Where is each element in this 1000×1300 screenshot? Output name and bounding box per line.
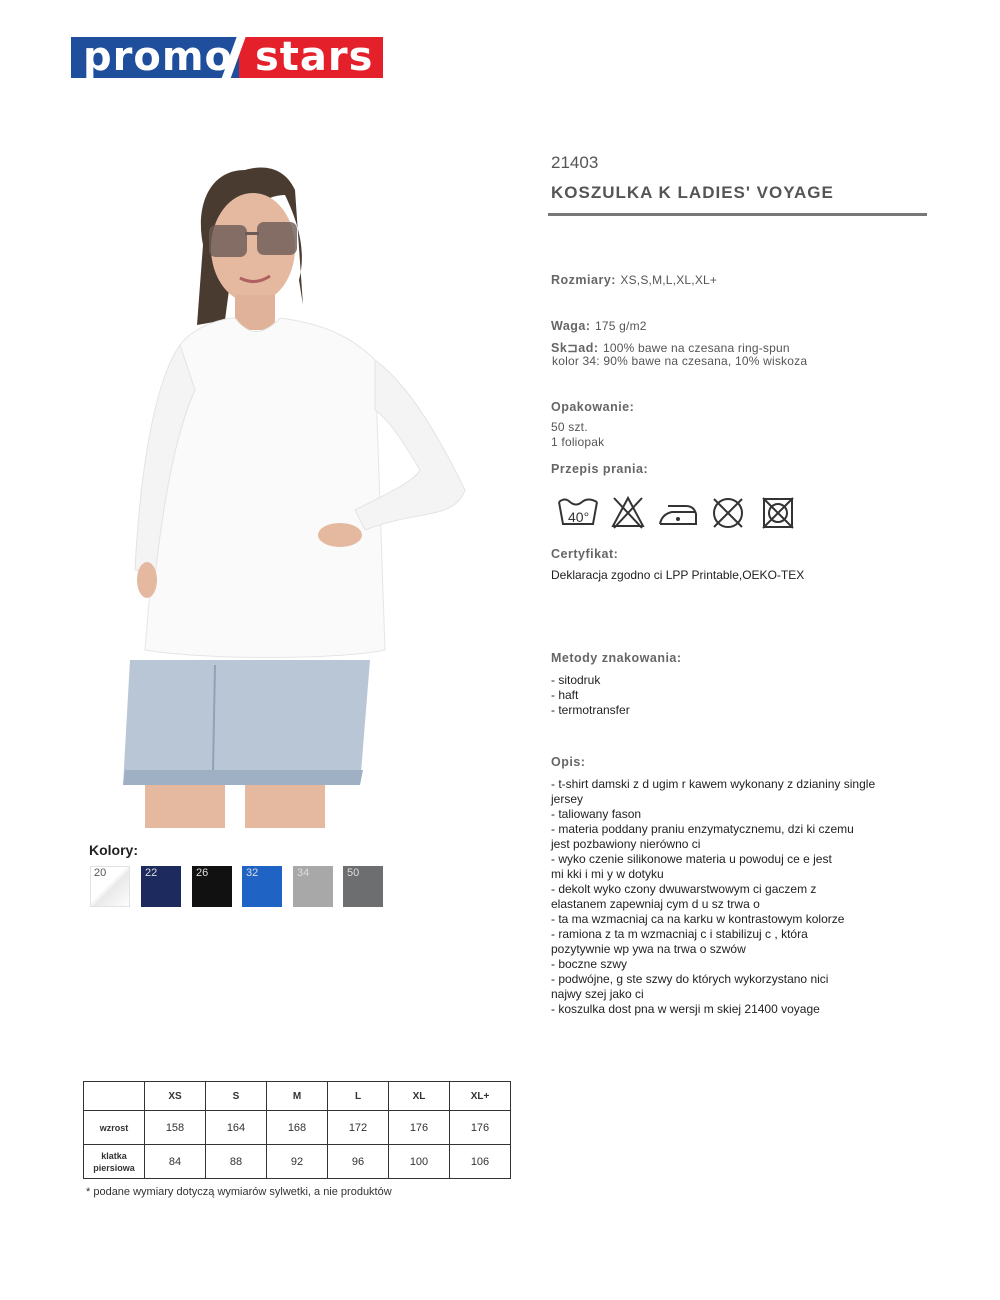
table-row: [84, 1145, 511, 1179]
color-swatch-50[interactable]: [343, 866, 383, 907]
marking-list: [551, 673, 630, 718]
colors-label: Kolory:: [89, 842, 138, 858]
table-cell: 100: [389, 1145, 450, 1179]
description-line: - wyko czenie silikonowe materia u powoduj ce e jest: [551, 852, 832, 866]
marking-item: - termotransfer: [551, 703, 630, 717]
weight-label: Waga:: [551, 319, 591, 333]
marking-item: - haft: [551, 688, 579, 702]
swatch-code: 20: [94, 867, 107, 879]
table-header-cell: XL+: [450, 1082, 511, 1111]
color-swatch-20[interactable]: [90, 866, 130, 907]
weight-row: [551, 317, 647, 335]
sizes-value: XS,S,M,L,XL,XL+: [620, 273, 718, 287]
no-dry-clean-icon: [709, 494, 747, 532]
table-cell: 168: [267, 1111, 328, 1145]
color-swatch-34[interactable]: [293, 866, 333, 907]
description-line: elastanem zapewniaj cym d u sz trwa o: [551, 897, 760, 911]
color-swatch-26[interactable]: [192, 866, 232, 907]
table-header-cell: M: [267, 1082, 328, 1111]
size-table-footnote: * podane wymiary dotyczą wymiarów sylwetki, a nie produktów: [86, 1186, 392, 1198]
table-header-cell: [84, 1082, 145, 1111]
table-row: [84, 1111, 511, 1145]
description-line: - ta ma wzmacniaj ca na karku w kontrastowym kolorze: [551, 912, 845, 926]
swatch-code: 32: [246, 867, 259, 879]
certificate-label: Certyfikat:: [551, 547, 619, 561]
swatch-code: 50: [347, 867, 360, 879]
description-line: mi kki i mi y w dotyku: [551, 867, 664, 881]
wash-40-icon: [556, 494, 600, 532]
composition-value: 100% bawe na czesana ring-spun: [602, 341, 790, 355]
sizes-row: [551, 271, 717, 289]
composition-line2: kolor 34: 90% bawe na czesana, 10% wiskoza: [552, 354, 808, 368]
no-bleach-icon: [610, 494, 646, 532]
description-line: - koszulka dost pna w wersji m skiej 21400 voyage: [551, 1002, 820, 1016]
no-tumble-dry-icon: [760, 494, 796, 532]
swatch-code: 34: [297, 867, 310, 879]
table-header-cell: XS: [145, 1082, 206, 1111]
row-label: klatka piersiowa: [84, 1145, 145, 1179]
table-header-cell: L: [328, 1082, 389, 1111]
swatch-code: 26: [196, 867, 209, 879]
table-header-row: [84, 1082, 511, 1111]
description-line: jest pozbawiony nierówno ci: [551, 837, 701, 851]
title-divider: [548, 213, 927, 216]
product-photo: [85, 150, 515, 828]
description-line: - podwójne, g ste szwy do których wykorzystano nici: [551, 972, 829, 986]
table-cell: 84: [145, 1145, 206, 1179]
table-cell: 158: [145, 1111, 206, 1145]
weight-value: 175 g/m2: [595, 319, 647, 333]
table-cell: 96: [328, 1145, 389, 1179]
composition-label: Sk⊐ad:: [551, 341, 599, 355]
svg-text:40°: 40°: [568, 509, 590, 525]
description-line: - taliowany fason: [551, 807, 642, 821]
certificate-value: Deklaracja zgodno ci LPP Printable,OEKO-TEX: [551, 568, 805, 582]
color-swatch-22[interactable]: [141, 866, 181, 907]
iron-low-icon: [656, 494, 700, 532]
table-cell: 164: [206, 1111, 267, 1145]
marking-label: Metody znakowania:: [551, 651, 682, 665]
description-line: - t-shirt damski z d ugim r kawem wykonany z dzianiny single: [551, 777, 876, 791]
table-cell: 106: [450, 1145, 511, 1179]
table-header-cell: S: [206, 1082, 267, 1111]
size-table: [83, 1081, 511, 1179]
packaging-line1: 50 szt.: [551, 420, 588, 434]
marking-item: - sitodruk: [551, 673, 601, 687]
table-cell: 92: [267, 1145, 328, 1179]
logo-text-left: promo: [83, 34, 233, 80]
table-cell: 172: [328, 1111, 389, 1145]
washing-label: Przepis prania:: [551, 462, 649, 476]
product-title: KOSZULKA K LADIES' VOYAGE: [551, 183, 834, 202]
swatch-code: 22: [145, 867, 158, 879]
description-line: najwy szej jako ci: [551, 987, 644, 1001]
table-header-cell: XL: [389, 1082, 450, 1111]
description-line: jersey: [551, 792, 584, 806]
packaging-line2: 1 foliopak: [551, 435, 605, 449]
table-cell: 176: [450, 1111, 511, 1145]
description-text: [551, 777, 931, 1017]
logo-text-right: stars: [255, 34, 374, 80]
packaging-label: Opakowanie:: [551, 400, 635, 414]
description-line: - ramiona z ta m wzmacniaj c i stabilizuj c , która: [551, 927, 808, 941]
description-line: - materia poddany praniu enzymatycznemu, dzi ki czemu: [551, 822, 854, 836]
sizes-label: Rozmiary:: [551, 273, 616, 287]
product-code: 21403: [551, 153, 599, 172]
description-label: Opis:: [551, 755, 586, 769]
color-swatch-32[interactable]: [242, 866, 282, 907]
table-cell: 176: [389, 1111, 450, 1145]
description-line: - dekolt wyko czony dwuwarstwowym ci gaczem z: [551, 882, 817, 896]
brand-logo: [71, 34, 383, 80]
table-cell: 88: [206, 1145, 267, 1179]
care-symbols: [556, 494, 796, 534]
description-line: - boczne szwy: [551, 957, 628, 971]
description-line: pozytywnie wp ywa na trwa o szwów: [551, 942, 746, 956]
row-label: wzrost: [84, 1111, 145, 1145]
